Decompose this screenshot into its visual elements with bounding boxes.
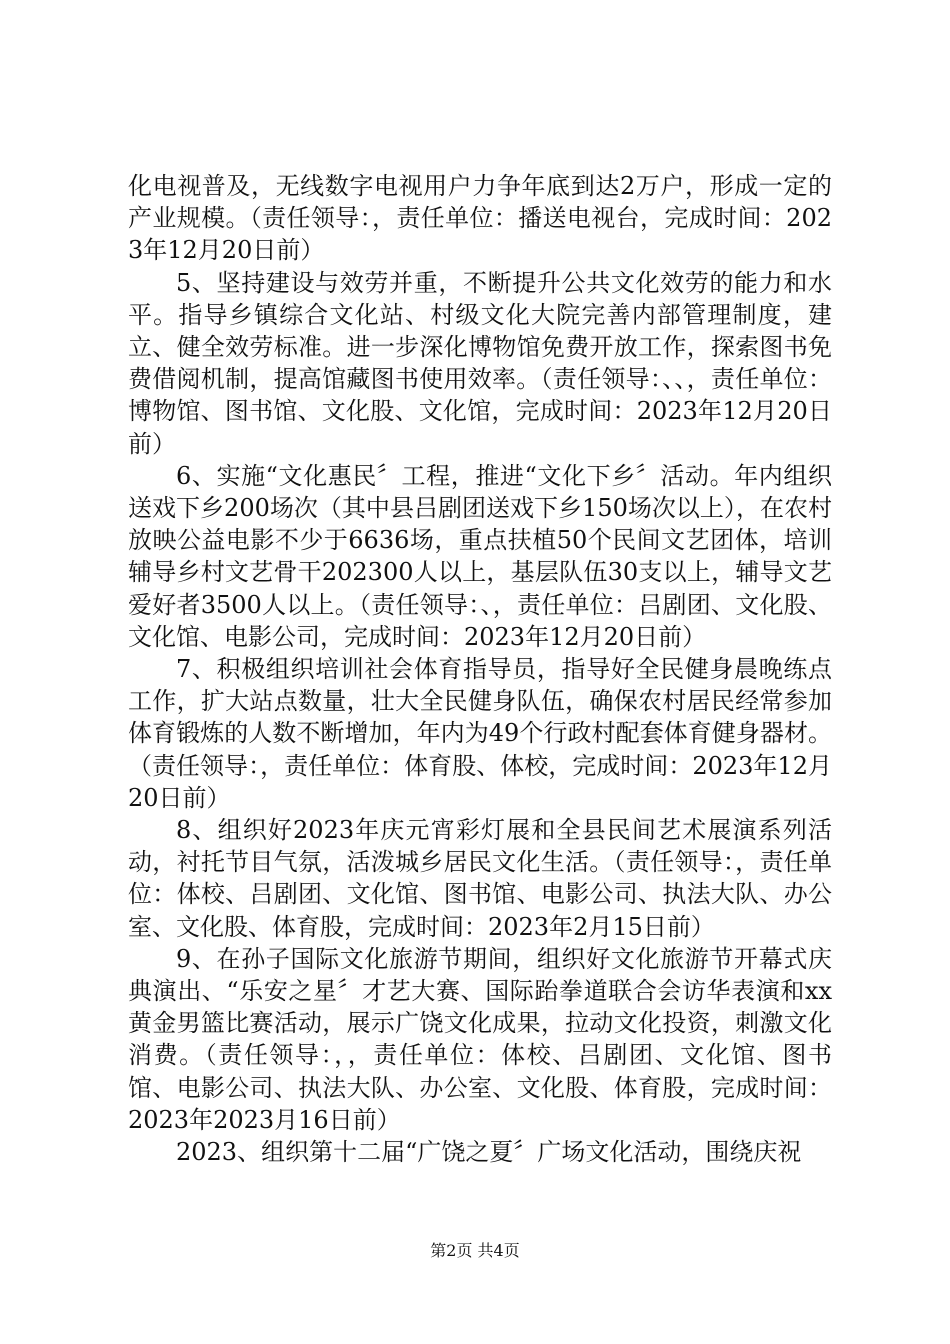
paragraph-item-6: 6、实施“文化惠民〞工程，推进“文化下乡〞活动。年内组织送戏下乡200场次（其中县吕剧团送戏下乡150场次以上），在农村放映公益电影不少于6636场，重点扶植50个民间文艺团体，培训辅导乡村文艺骨干202300人以上，基层队伍30支以上，辅导文艺爱好者3500人以上。（责任领导：、，责任单位：吕剧团、文化股、文化馆、电影公司，完成时间：2023年12月20日前）	[128, 461, 832, 651]
page-footer: 第2页 共4页	[430, 1241, 520, 1260]
paragraph-item-5: 5、坚持建设与效劳并重，不断提升公共文化效劳的能力和水平。指导乡镇综合文化站、村级文化大院完善内部管理制度，建立、健全效劳标准。进一步深化博物馆免费开放工作，探索图书免费借阅机制，提高馆藏图书使用效率。（责任领导：、、，责任单位：博物馆、图书馆、文化股、文化馆，完成时间：2023年12月20日前）	[128, 268, 832, 458]
document-body	[128, 170, 832, 1168]
paragraph-continuation: 化电视普及，无线数字电视用户力争年底到达2万户，形成一定的产业规模。（责任领导：，责任单位：播送电视台，完成时间：2023年12月20日前）	[128, 172, 832, 265]
paragraph-item-8: 8、组织好2023年庆元宵彩灯展和全县民间艺术展演系列活动，衬托节目气氛，活泼城乡居民文化生活。（责任领导：，责任单位：体校、吕剧团、文化馆、图书馆、电影公司、执法大队、办公室、文化股、体育股，完成时间：2023年2月15日前）	[128, 816, 832, 941]
paragraph-item-10: 2023、组织第十二届“广饶之夏〞广场文化活动，围绕庆祝	[176, 1138, 802, 1167]
paragraph-item-7: 7、积极组织培训社会体育指导员，指导好全民健身晨晚练点工作，扩大站点数量，壮大全民健身队伍，确保农村居民经常参加体育锻炼的人数不断增加，年内为49个行政村配套体育健身器材。（责任领导：，责任单位：体育股、体校，完成时间：2023年12月20日前）	[128, 655, 832, 812]
paragraph-item-9: 9、在孙子国际文化旅游节期间，组织好文化旅游节开幕式庆典演出、“乐安之星〞才艺大赛、国际跆拳道联合会访华表演和xx黄金男篮比赛活动，展示广饶文化成果，拉动文化投资，刺激文化消费。（责任领导：，，责任单位：体校、吕剧团、文化馆、图书馆、电影公司、执法大队、办公室、文化股、体育股，完成时间：2023年2023月16日前）	[128, 944, 832, 1134]
